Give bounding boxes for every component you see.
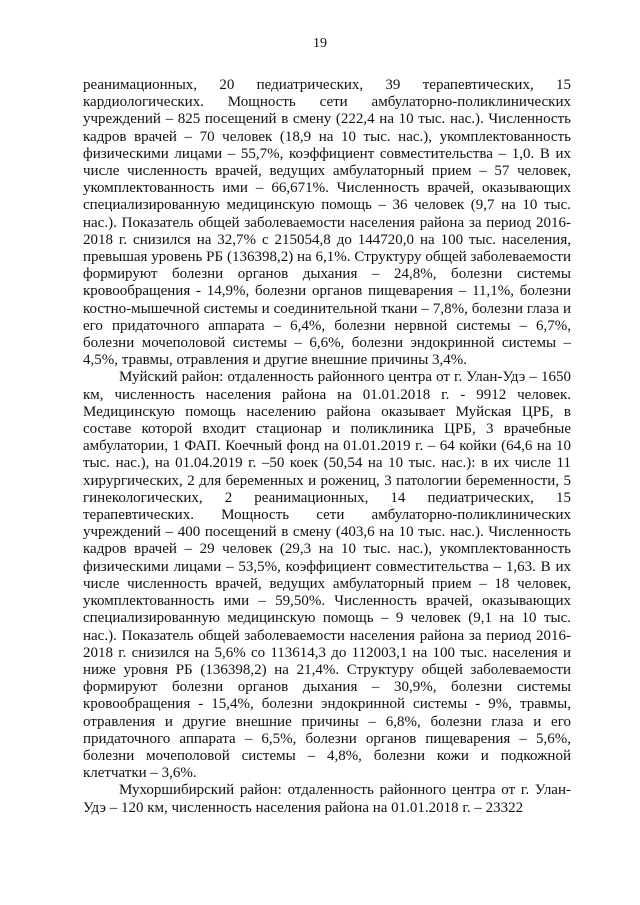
page-number: 19 (313, 36, 327, 51)
paragraph-mukhorshibirsky-district: Мухоршибирский район: отдаленность районного центра от г. Улан-Удэ – 120 км, численность населения района на 01.01.2018 г. – 23322 (83, 782, 571, 816)
document-body (83, 77, 571, 817)
paragraph-continued: реанимационных, 20 педиатрических, 39 терапевтических, 15 кардиологических. Мощность сети амбулаторно-поликлинических учреждений – 825 посещений в смену (222,4 на 10 тыс. нас.). Численность кадров врачей – 70 человек (18,9 на 10 тыс. нас.), укомплектованность физическими лицами – 55,7%, коэффициент совместительства – 1,0. В их числе численность врачей, ведущих амбулаторный прием – 57 человек, укомплектованность ими – 66,671%. Численность врачей, оказывающих специализированную медицинскую помощь – 36 человек (9,7 на 10 тыс. нас.). Показатель общей заболеваемости населения района за период 2016-2018 г. снизился на 32,7% с 215054,8 до 144720,0 на 100 тыс. населения, превышая уровень РБ (136398,2) на 6,1%. Структуру общей заболеваемости формируют болезни органов дыхания – 24,8%, болезни системы кровообращения - 14,9%, болезни органов пищеварения – 11,1%, болезни костно-мышечной системы и соединительной ткани – 7,8%, болезни глаза и его придаточного аппарата – 6,4%, болезни нервной системы – 6,7%, болезни мочеполовой системы – 6,6%, болезни эндокринной системы – 4,5%, травмы, отравления и другие внешние причины 3,4%. (83, 77, 571, 369)
paragraph-muysky-district: Муйский район: отдаленность районного центра от г. Улан-Удэ – 1650 км, численность населения района на 01.01.2018 г. - 9912 человек. Медицинскую помощь населению района оказывает Муйская ЦРБ, в составе которой входит стационар и поликлиника ЦРБ, 3 врачебные амбулатории, 1 ФАП. Коечный фонд на 01.01.2019 г. – 64 койки (64,6 на 10 тыс. нас.), на 01.04.2019 г. –50 коек (50,54 на 10 тыс. нас.): в их числе 11 хирургических, 2 для беременных и рожениц, 3 патологии беременности, 5 гинекологических, 2 реанимационных, 14 педиатрических, 15 терапевтических. Мощность сети амбулаторно-поликлинических учреждений – 400 посещений в смену (403,6 на 10 тыс. нас.). Численность кадров врачей – 29 человек (29,3 на 10 тыс. нас.), укомплектованность физическими лицами – 53,5%, коэффициент совместительства – 1,63. В их числе численность врачей, ведущих амбулаторный прием – 18 человек, укомплектованность ими – 59,50%. Численность врачей, оказывающих специализированную медицинскую помощь – 9 человек (9,1 на 10 тыс. нас.). Показатель общей заболеваемости населения района за период 2016-2018 г. снизился на 5,6% со 113614,3 до 112003,1 на 100 тыс. населения и ниже уровня РБ (136398,2) на 21,4%. Структуру общей заболеваемости формируют болезни органов дыхания – 30,9%, болезни системы кровообращения - 15,4%, болезни эндокринной системы - 9%, травмы, отравления и другие внешние причины – 6,8%, болезни глаза и его придаточного аппарата – 6,5%, болезни органов пищеварения – 5,6%, болезни мочеполовой системы – 4,8%, болезни кожи и подкожной клетчатки – 3,6%. (83, 369, 571, 782)
